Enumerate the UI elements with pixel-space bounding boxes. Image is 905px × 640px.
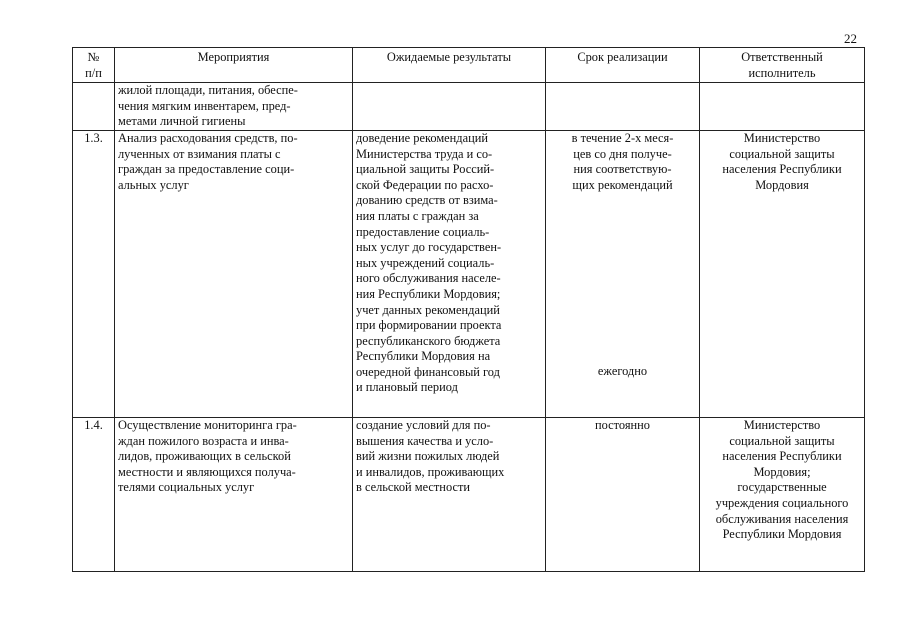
- text-line: социальной защиты: [729, 146, 835, 161]
- text-line: Анализ расходования средств, по-: [118, 130, 298, 145]
- row-number-cell: 1.3.: [73, 130, 115, 417]
- text-line: постоянно: [594, 417, 650, 432]
- page-number: 22: [844, 31, 857, 46]
- responsible-cell: [700, 130, 865, 417]
- text-line: и плановый период: [356, 380, 458, 395]
- text-line: альных услуг: [118, 177, 189, 192]
- activity-plan-table: [72, 47, 865, 572]
- text-line: ния соответствую-: [573, 162, 672, 177]
- text-line: ежегодно: [597, 364, 648, 379]
- row-number-cell: [73, 83, 115, 131]
- text-line: ния Республики Мордовия;: [356, 286, 501, 301]
- text-line: щих рекомендаций: [572, 177, 673, 192]
- text-line: Министерства труда и со-: [356, 146, 493, 161]
- header-results: Ожидаемые результаты: [353, 48, 546, 83]
- text-line: Мордовия;: [753, 464, 811, 479]
- text-line: граждан за предоставление соци-: [118, 162, 295, 177]
- text-line: и инвалидов, проживающих: [356, 464, 505, 479]
- text-line: обслуживания населения: [715, 511, 849, 526]
- results-cell: [353, 130, 546, 417]
- text-line: лученных от взимания платы с: [118, 146, 281, 161]
- text-line: учет данных рекомендаций: [356, 302, 500, 317]
- term-cell: [546, 130, 700, 417]
- text-line: социальной защиты: [729, 433, 835, 448]
- text-line: Министерство: [743, 417, 821, 432]
- text-line: населения Республики: [722, 449, 842, 464]
- text-line: Осуществление мониторинга гра-: [118, 417, 297, 432]
- text-line: ской Федерации по расхо-: [356, 177, 494, 192]
- header-number-line: п/п: [85, 65, 102, 80]
- term-cell: [546, 417, 700, 571]
- text-line: вышения качества и усло-: [356, 433, 494, 448]
- text-line: местности и являющихся получа-: [118, 464, 296, 479]
- text-line: чения мягким инвентарем, пред-: [118, 98, 291, 113]
- table-row: [73, 130, 865, 417]
- activity-cell: [115, 417, 353, 571]
- text-line: Министерство: [743, 130, 821, 145]
- table-row: [73, 83, 865, 131]
- text-line: в сельской местности: [356, 480, 470, 495]
- text-line: ждан пожилого возраста и инва-: [118, 433, 289, 448]
- text-line: телями социальных услуг: [118, 480, 255, 495]
- text-line: ного обслуживания населе-: [356, 271, 501, 286]
- text-line: доведение рекомендаций: [356, 130, 488, 145]
- text-line: при формировании проекта: [356, 318, 502, 333]
- header-responsible: [700, 48, 865, 83]
- text-line: лидов, проживающих в сельской: [118, 449, 291, 464]
- responsible-cell: [700, 83, 865, 131]
- header-number-line: №: [87, 50, 100, 64]
- activity-cell: [115, 83, 353, 131]
- header-responsible-line: Ответственный: [741, 50, 823, 64]
- text-line: государственные: [737, 480, 827, 495]
- text-line: республиканского бюджета: [356, 333, 501, 348]
- text-line: метами личной гигиены: [118, 114, 246, 129]
- text-line: ных учреждений социаль-: [356, 255, 495, 270]
- header-number: [73, 48, 115, 83]
- text-line: Республики Мордовия: [722, 527, 842, 542]
- text-line: ния платы с граждан за: [356, 208, 479, 223]
- header-activity: Мероприятия: [115, 48, 353, 83]
- text-line: предоставление социаль-: [356, 224, 490, 239]
- header-term: Срок реализации: [546, 48, 700, 83]
- table-header-row: [73, 48, 865, 83]
- text-line: очередной финансовый год: [356, 364, 500, 379]
- text-line: вий жизни пожилых людей: [356, 449, 500, 464]
- row-number-cell: 1.4.: [73, 417, 115, 571]
- results-cell: [353, 83, 546, 131]
- text-line: в течение 2-х меся-: [571, 130, 674, 145]
- results-cell: [353, 417, 546, 571]
- text-line: Республики Мордовия на: [356, 349, 491, 364]
- text-line: дованию средств от взима-: [356, 193, 498, 208]
- text-line: ных услуг до государствен-: [356, 240, 502, 255]
- text-line: Мордовия: [755, 177, 809, 192]
- term-cell: [546, 83, 700, 131]
- text-line: циальной защиты Россий-: [356, 162, 495, 177]
- text-line: населения Республики: [722, 162, 842, 177]
- text-line: цев со дня получе-: [573, 146, 672, 161]
- text-line: жилой площади, питания, обеспе-: [118, 83, 298, 98]
- text-line: создание условий для по-: [356, 417, 491, 432]
- header-responsible-line: исполнитель: [748, 65, 816, 80]
- table-row: [73, 417, 865, 571]
- activity-cell: [115, 130, 353, 417]
- text-line: учреждения социального: [715, 495, 849, 510]
- spacer: [549, 193, 696, 364]
- responsible-cell: [700, 417, 865, 571]
